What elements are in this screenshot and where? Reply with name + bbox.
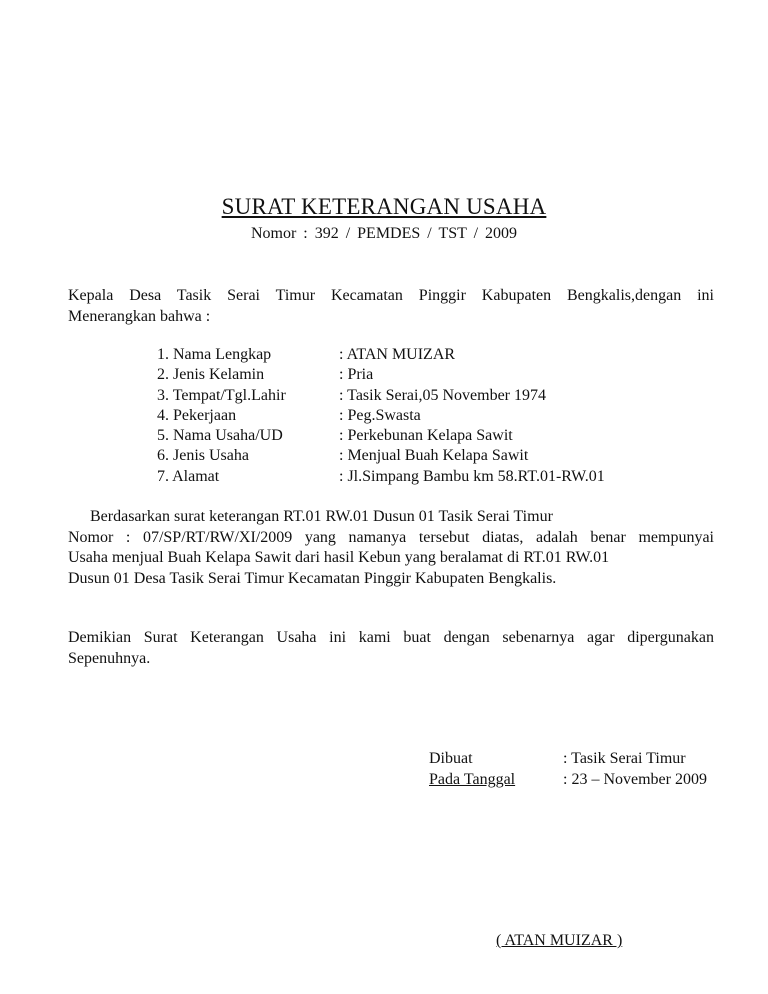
closing-line-2: Sepenuhnya. <box>68 649 151 667</box>
date-row <box>429 769 722 790</box>
closing-paragraph <box>68 628 714 669</box>
closing-line-1: Demikian Surat Keterangan Usaha ini kami buat dengan sebenarnya agar dipergunakan <box>68 629 714 646</box>
field-value: : Jl.Simpang Bambu km 58.RT.01-RW.01 <box>339 467 605 485</box>
signatory-name: ( ATAN MUIZAR ) <box>496 932 623 949</box>
intro-line-1: Kepala Desa Tasik Serai Timur Kecamatan Pinggir Kabupaten Bengkalis,dengan ini <box>68 287 714 304</box>
body-line-3: Usaha menjual Buah Kelapa Sawit dari hasil Kebun yang beralamat di RT.01 RW.01 <box>68 549 610 566</box>
body-line-1: Berdasarkan surat keterangan RT.01 RW.01 Dusun 01 Tasik Serai Timur <box>90 508 553 525</box>
field-value: : ATAN MUIZAR <box>339 346 456 363</box>
field-label: 6. Jenis Usaha <box>157 447 249 465</box>
date-label: Pada Tanggal <box>429 771 516 788</box>
intro-line-2: Menerangkan bahwa : <box>68 307 211 325</box>
field-value: : Menjual Buah Kelapa Sawit <box>339 447 529 465</box>
signature-block <box>429 748 722 790</box>
field-label: 1. Nama Lengkap <box>157 346 272 363</box>
issued-at-label: Dibuat <box>429 750 473 767</box>
field-value: : Pria <box>339 366 374 384</box>
issued-at-row <box>429 748 722 769</box>
field-value: : Tasik Serai,05 November 1974 <box>339 386 546 404</box>
field-label: 5. Nama Usaha/UD <box>157 427 283 445</box>
field-value: : Peg.Swasta <box>339 406 421 424</box>
intro-paragraph <box>68 286 714 327</box>
body-line-2: Nomor : 07/SP/RT/RW/XI/2009 yang namanya tersebut diatas, adalah benar mempunyai <box>68 528 714 546</box>
body-paragraph <box>68 507 714 589</box>
date-value: : 23 – November 2009 <box>563 771 707 788</box>
body-line-4: Dusun 01 Desa Tasik Serai Timur Kecamatan Pinggir Kabupaten Bengkalis. <box>68 569 557 587</box>
field-value: : Perkebunan Kelapa Sawit <box>339 427 513 445</box>
field-label: 7. Alamat <box>157 467 220 485</box>
field-label: 2. Jenis Kelamin <box>157 366 265 384</box>
issued-at-value: : Tasik Serai Timur <box>563 750 686 767</box>
field-label: 4. Pekerjaan <box>157 406 237 424</box>
document-title: SURAT KETERANGAN USAHA <box>221 194 547 219</box>
field-label: 3. Tempat/Tgl.Lahir <box>157 386 286 404</box>
document-number: Nomor : 392 / PEMDES / TST / 2009 <box>250 225 518 242</box>
